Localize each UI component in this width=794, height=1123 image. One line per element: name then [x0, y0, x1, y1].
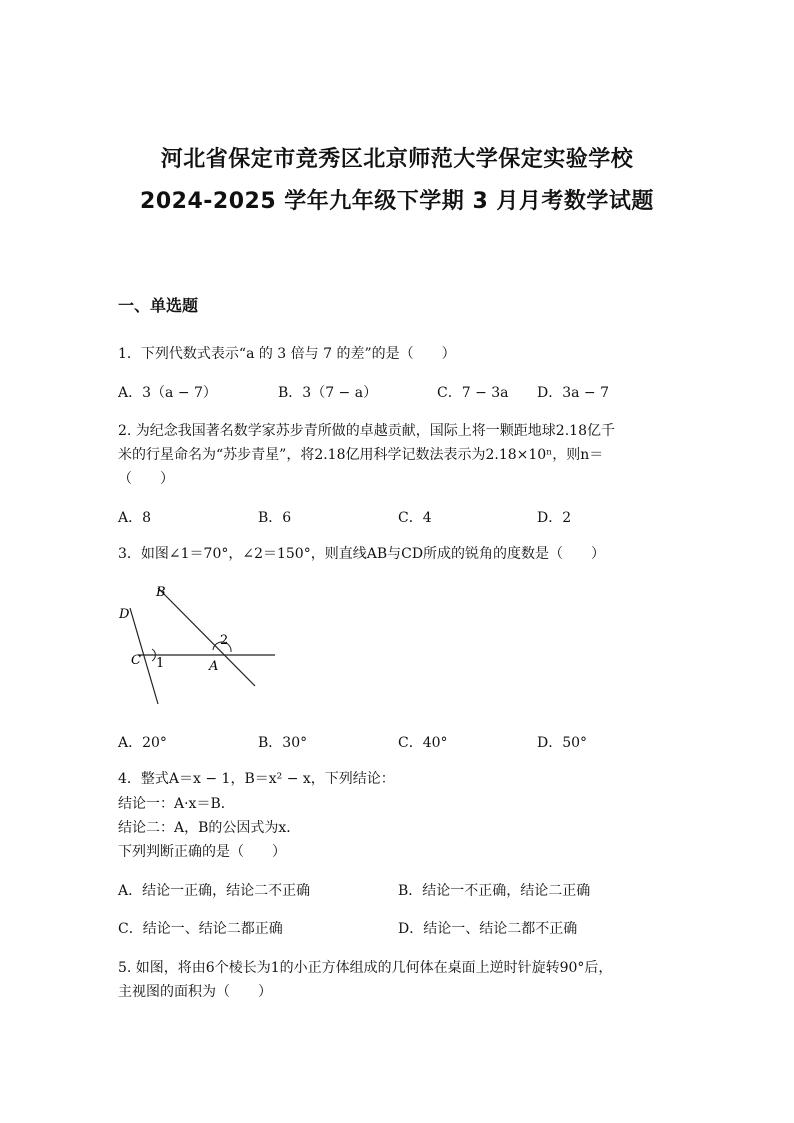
- line-ab: [158, 588, 255, 686]
- question-3-option-a: A．20°: [118, 735, 167, 751]
- question-2-option-c: C．4: [398, 510, 432, 526]
- question-4-option-d: D．结论一、结论二都不正确: [398, 921, 578, 937]
- question-1-stem: 1．下列代数式表示“a 的 3 倍与 7 的差”的是（ ）: [118, 346, 456, 362]
- question-2-stem-line-3: （ ）: [118, 471, 174, 487]
- question-1-option-d: D．3a − 7: [537, 385, 610, 401]
- question-3-option-c: C．40°: [398, 735, 448, 751]
- question-4-stem-line-1: 4．整式A＝x − 1，B＝x² − x，下列结论：: [118, 771, 395, 787]
- question-3-option-b: B．30°: [258, 735, 308, 751]
- question-2-stem-line-2: 米的行星命名为“苏步青星”，将2.18亿用科学记数法表示为2.18×10ⁿ，则n＝: [118, 447, 604, 463]
- question-3-figure: [110, 580, 290, 710]
- question-2-option-a: A．8: [118, 510, 152, 526]
- question-5-stem-line-2: 主视图的面积为（ ）: [118, 984, 272, 1000]
- question-3-option-d: D．50°: [537, 735, 588, 751]
- label-b: B: [156, 585, 166, 600]
- question-2-option-b: B．6: [258, 510, 292, 526]
- section-heading: 一、单选题: [118, 296, 199, 315]
- question-1-option-a: A．3（a − 7）: [118, 385, 217, 401]
- page-title-line-1: 河北省保定市竞秀区北京师范大学保定实验学校: [160, 147, 634, 172]
- question-3-stem: 3．如图∠1＝70°，∠2＝150°，则直线AB与CD所成的锐角的度数是（ ）: [118, 546, 606, 562]
- question-2-stem-line-1: 2. 为纪念我国著名数学家苏步青所做的卓越贡献，国际上将一颗距地球2.18亿千: [118, 423, 615, 439]
- question-4-conclusion-1: 结论一：A·x＝B．: [118, 796, 235, 812]
- question-2-option-d: D．2: [537, 510, 572, 526]
- question-4-option-a: A．结论一正确，结论二不正确: [118, 883, 311, 899]
- page-title-line-2: 2024-2025 学年九年级下学期 3 月月考数学试题: [140, 189, 654, 214]
- label-angle-2: 2: [220, 633, 229, 648]
- question-4-option-c: C．结论一、结论二都正确: [118, 921, 283, 937]
- label-c: C: [131, 653, 141, 668]
- question-4-stem-line-4: 下列判断正确的是（ ）: [118, 844, 286, 860]
- question-1-option-b: B．3（7 − a）: [278, 385, 378, 401]
- question-1-option-c: C．7 − 3a: [437, 385, 509, 401]
- question-4-conclusion-2: 结论二：A，B的公因式为x．: [118, 820, 301, 836]
- label-angle-1: 1: [156, 656, 165, 671]
- question-5-stem-line-1: 5. 如图，将由6个棱长为1的小正方体组成的几何体在桌面上逆时针旋转90°后，: [118, 960, 613, 976]
- label-d: D: [119, 607, 130, 622]
- question-4-option-b: B．结论一不正确，结论二正确: [398, 883, 591, 899]
- label-a: A: [209, 659, 219, 674]
